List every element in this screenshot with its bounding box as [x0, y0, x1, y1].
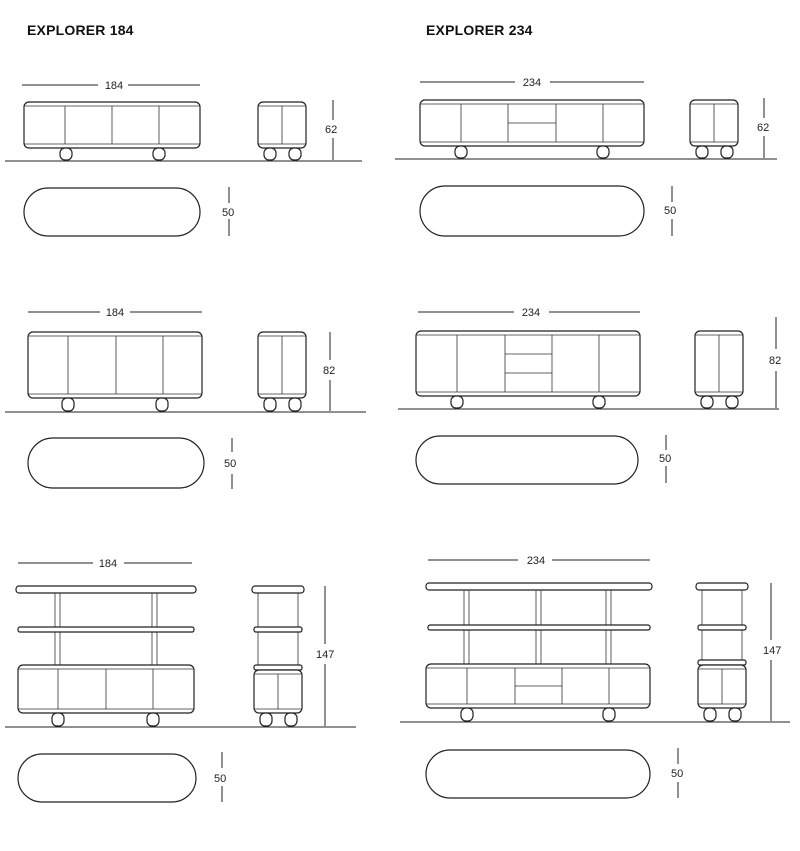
depth-label-234-tall: 50 — [671, 768, 684, 780]
depth-label-184-mid: 50 — [224, 458, 237, 470]
model-title-explorer-234: EXPLORER 234 — [426, 22, 533, 38]
sideboard-mid-234-side — [695, 317, 776, 408]
width-label-234-mid: 234 — [521, 307, 541, 319]
depth-label-184-tall: 50 — [214, 773, 227, 785]
sideboard-mid-184-side — [258, 332, 330, 411]
height-label-82-184: 82 — [323, 365, 336, 377]
sideboard-low-184-top — [24, 187, 229, 236]
sideboard-low-184-front — [5, 85, 362, 161]
bookcase-234-top — [426, 748, 678, 798]
sideboard-low-234-top — [420, 186, 672, 236]
height-label-82-234: 82 — [769, 355, 782, 367]
depth-label-184-low: 50 — [222, 207, 235, 219]
width-label-184-tall: 184 — [98, 558, 118, 570]
sideboard-mid-184-front — [5, 312, 366, 412]
sideboard-mid-234-top — [416, 435, 666, 484]
width-label-234-low: 234 — [522, 77, 542, 89]
height-label-62-234: 62 — [757, 122, 770, 134]
bookcase-184-side — [252, 586, 325, 726]
bookcase-184-top — [18, 752, 222, 802]
bookcase-234-side — [696, 583, 771, 721]
sideboard-low-184-side — [258, 100, 333, 160]
height-label-147-184: 147 — [316, 649, 335, 661]
height-label-62-184: 62 — [325, 124, 338, 136]
depth-label-234-mid: 50 — [659, 453, 672, 465]
model-title-explorer-184: EXPLORER 184 — [27, 22, 134, 38]
sideboard-mid-184-top — [28, 438, 232, 489]
width-label-184-low: 184 — [104, 80, 124, 92]
width-label-234-tall: 234 — [526, 555, 546, 567]
height-label-147-234: 147 — [763, 645, 782, 657]
width-label-184-mid: 184 — [105, 307, 125, 319]
sideboard-low-234-side — [690, 98, 764, 158]
depth-label-234-low: 50 — [664, 205, 677, 217]
